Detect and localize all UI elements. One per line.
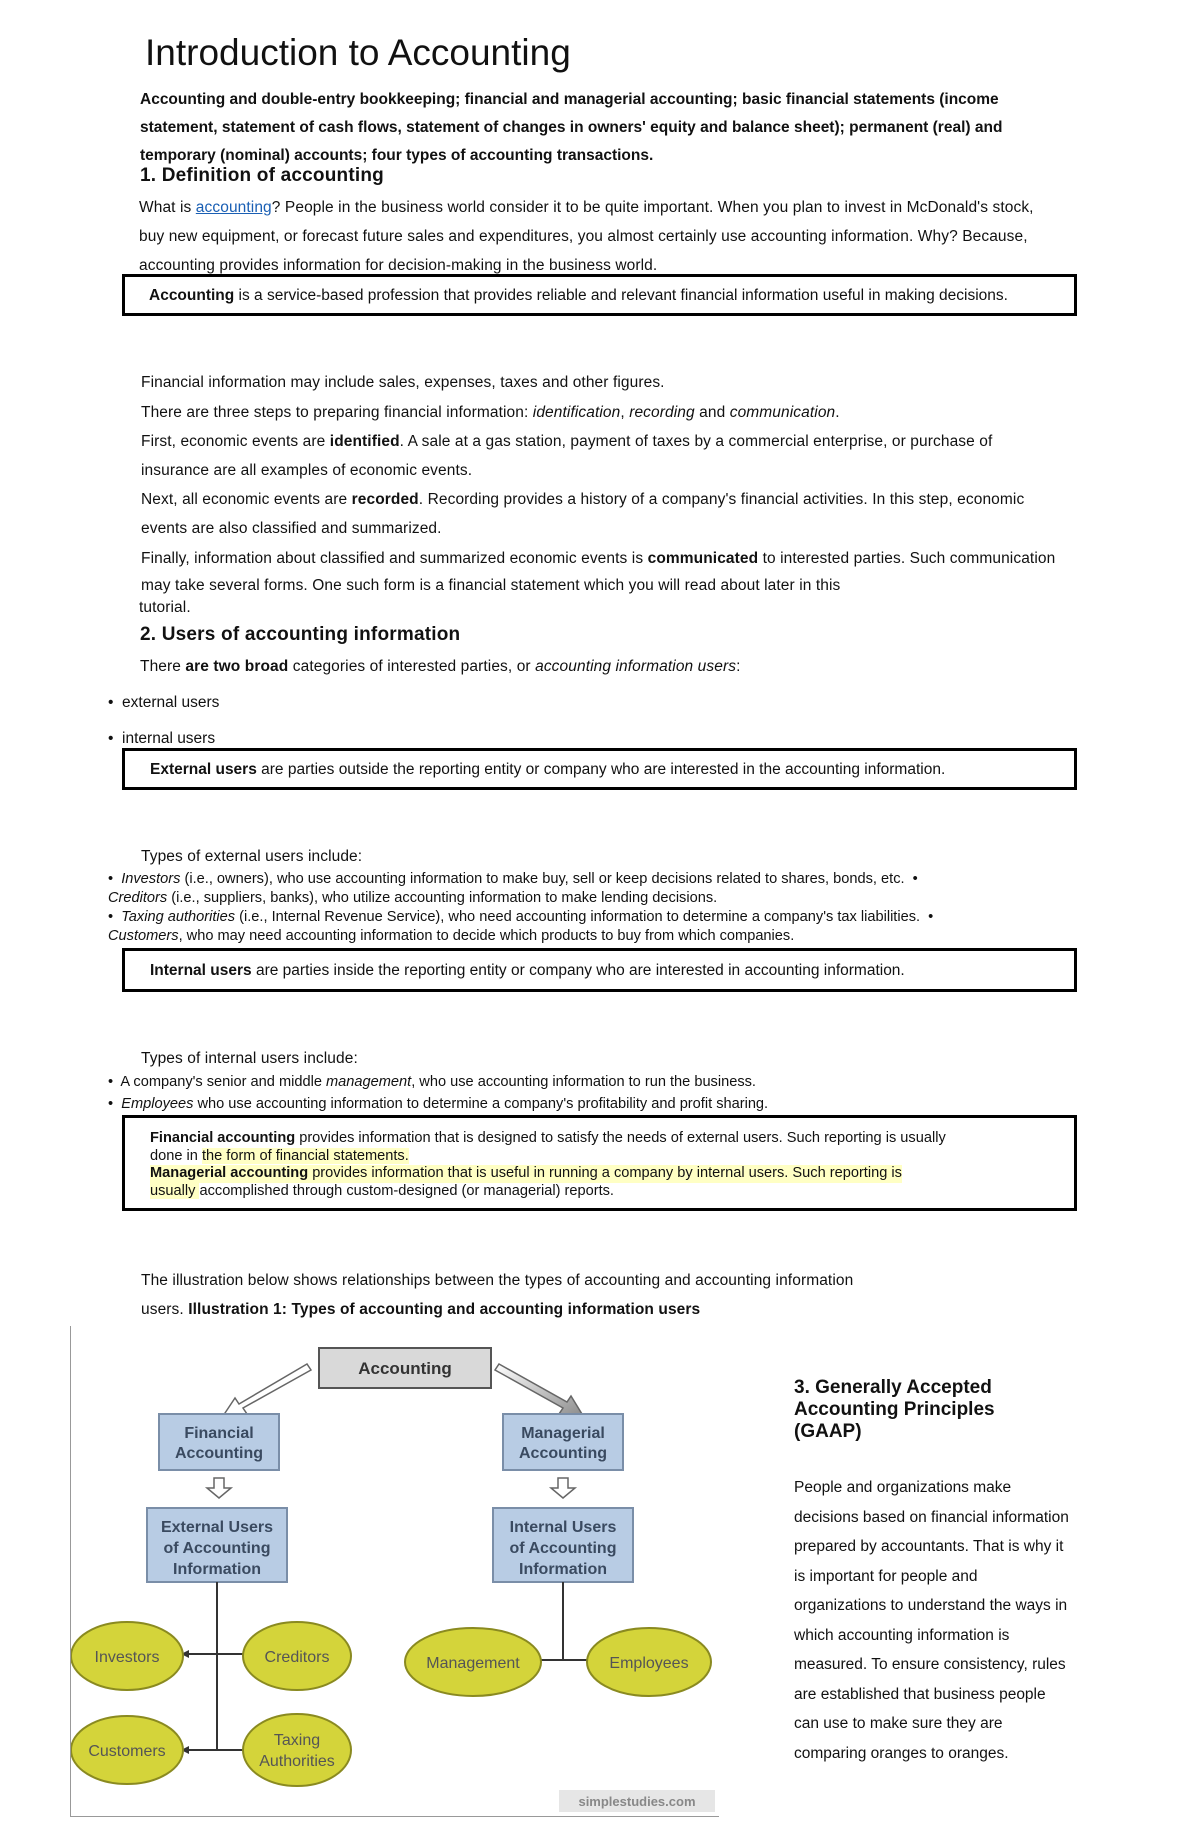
list-item: • A company's senior and middle management, who use accounting information to run the business.: [108, 1074, 756, 1090]
text: . A sale at a gas station, payment of taxes by a commercial enterprise, or purchase of insurance are all examples of economic events.: [141, 433, 993, 479]
text: and: [694, 404, 730, 421]
text: (i.e., owners), who use accounting information to make buy, sell or keep decisions related to shares, bonds, etc.: [180, 871, 905, 887]
accounting-box-label: Accounting: [358, 1359, 452, 1378]
list-item: [108, 889, 1008, 908]
text: recorded: [351, 491, 419, 508]
list-item: • Employees who use accounting information to determine a company's profitability and profit sharing.: [108, 1096, 769, 1112]
list-item: • Taxing authorities (i.e., Internal Revenue Service), who need accounting information to determine a company's tax liabilities. •: [108, 909, 934, 925]
definition-box: [122, 274, 1077, 316]
text: accomplished through custom-designed (or managerial) reports.: [199, 1182, 614, 1199]
text: are parties outside the reporting entity or company who are interested in the accounting information.: [256, 761, 946, 778]
text: internal users: [122, 730, 216, 747]
intro-summary: Accounting and double-entry bookkeeping; financial and managerial accounting; basic financial statements (income statement, statement of cash flows, statement of changes in owners' equity and balance sheet); permanent (real) and temporary (nominal) accounts; four types of accounting transactions.: [140, 91, 1003, 164]
text: Creditors: [108, 890, 168, 906]
text: who use accounting information to determine a company's profitability and profit sharing.: [193, 1096, 769, 1112]
text: Customers: [108, 928, 179, 944]
taxing-line1: Taxing: [273, 1732, 321, 1749]
taxing-line2: Authorities: [259, 1753, 335, 1770]
text: done in: [150, 1147, 202, 1164]
text: There are three steps to preparing financial information:: [141, 404, 533, 421]
section-1-heading: 1. Definition of accounting: [140, 165, 384, 186]
text: Next, all economic events are: [141, 491, 352, 508]
taxing-authorities-ellipse: [243, 1714, 351, 1786]
investors-label: Investors: [94, 1649, 160, 1666]
internal-users-box: [122, 948, 1077, 992]
section-3-heading: 3. Generally Accepted Accounting Principles (GAAP): [794, 1377, 995, 1442]
text: Employees: [121, 1096, 194, 1112]
highlight: the form of financial statements.: [201, 1147, 409, 1164]
down-arrow-icon: [207, 1478, 231, 1498]
text: identified: [329, 433, 400, 450]
step-recording: recording: [629, 404, 695, 421]
int-line2: of Accounting: [509, 1540, 617, 1557]
bullet-external-users: • external users: [108, 694, 220, 711]
external-types-list: [108, 870, 1008, 946]
financial-accounting-def: [150, 1130, 1030, 1148]
text: . Recording provides a history of a company's financial activities. In this step, economic events are also classified and summarized.: [141, 491, 1025, 537]
text: provides information that is useful in running a company by internal users. Such reporting is: [308, 1165, 902, 1181]
step-communication: communication: [729, 404, 836, 421]
arrow-to-financial-icon: [221, 1364, 311, 1419]
text: accounting information users: [535, 658, 737, 675]
text: are parties inside the reporting entity or company who are interested in accounting information.: [251, 962, 905, 979]
text: , who use accounting information to run the business.: [411, 1074, 756, 1090]
managerial-line2: Accounting: [519, 1445, 607, 1462]
managerial-accounting-tail: [150, 1183, 1030, 1201]
text: , who may need accounting information to decide which products to buy from which companies.: [178, 928, 795, 944]
text: users.: [141, 1301, 189, 1318]
customers-label: Customers: [88, 1743, 166, 1760]
diagram-svg: [71, 1326, 719, 1816]
ext-line2: of Accounting: [163, 1540, 271, 1557]
paragraph-three-steps: [141, 398, 840, 427]
employees-label: Employees: [609, 1655, 689, 1672]
watermark: simplestudies.com: [578, 1794, 696, 1809]
ext-line3: Information: [173, 1561, 261, 1578]
text: categories of interested parties, or: [288, 658, 536, 675]
def-text: is a service-based profession that provides reliable and relevant financial information useful in making decisions.: [234, 287, 1008, 304]
text: ,: [620, 404, 630, 421]
external-users-box: [122, 748, 1077, 790]
arrow-to-managerial-icon: [495, 1364, 585, 1419]
int-line1: Internal Users: [509, 1519, 617, 1536]
accounting-users-diagram: [70, 1326, 719, 1817]
text: External users: [150, 761, 257, 778]
management-label: Management: [426, 1655, 520, 1672]
text: First, economic events are: [141, 433, 330, 450]
text: :: [736, 658, 741, 675]
list-item: [108, 927, 1008, 946]
text: What is: [139, 199, 196, 216]
text: Investors: [121, 871, 181, 887]
accounting-types-box: [122, 1115, 1077, 1211]
def-term: Accounting: [149, 287, 235, 304]
financial-line1: Financial: [184, 1425, 254, 1442]
paragraph-financial-info: Financial information may include sales, expenses, taxes and other figures.: [141, 374, 665, 391]
paragraph-communicated: [141, 545, 1071, 599]
text: Illustration 1: Types of accounting and accounting information users: [188, 1301, 701, 1318]
financial-accounting-tail: [150, 1148, 1030, 1166]
text: communicated: [647, 550, 759, 567]
text: provides information that is designed to satisfy the needs of external users. Such reporting is usually: [295, 1130, 946, 1146]
internal-types-list: [108, 1071, 1008, 1115]
text: A company's senior and middle: [120, 1074, 327, 1090]
highlight: usually: [150, 1182, 200, 1199]
text: management: [326, 1074, 412, 1090]
accounting-link[interactable]: accounting: [195, 199, 272, 216]
text: Financial accounting: [150, 1130, 296, 1146]
bullet-internal-users: • internal users: [108, 730, 216, 747]
paragraph-tail: tutorial.: [139, 599, 191, 616]
text: ? People in the business world consider it to be quite important. When you plan to invest in McDonald's stock, buy new equipment, or forecast future sales and expenditures, you almost certainly use accounting information. Why? Because, accounting provides information for decision-making in the business world.: [139, 199, 1034, 274]
int-line3: Information: [519, 1561, 607, 1578]
list-item: • Investors (i.e., owners), who use accounting information to make buy, sell or keep decisions related to shares, bonds, etc. •: [108, 871, 918, 887]
step-identification: identification: [532, 404, 621, 421]
text: Taxing authorities: [121, 909, 236, 925]
text: .: [835, 404, 840, 421]
text: There: [140, 658, 186, 675]
section-3-paragraph: People and organizations make decisions based on financial information prepared by accountants. That is why it is important for people and organizations to understand the ways in which accounting information is measured. To ensure consistency, rules are established that business people can use to make sure they are comparing oranges to oranges.: [794, 1479, 1069, 1762]
financial-line2: Accounting: [175, 1445, 263, 1462]
text: are two broad: [185, 658, 289, 675]
creditors-label: Creditors: [264, 1649, 330, 1666]
page-title: Introduction to Accounting: [145, 32, 571, 73]
section-1-paragraph: [139, 193, 1039, 280]
ext-line1: External Users: [160, 1519, 274, 1536]
paragraph-identified: [141, 427, 1021, 485]
external-types-label: Types of external users include:: [141, 848, 363, 865]
down-arrow-icon: [551, 1478, 575, 1498]
illustration-intro: The illustration below shows relationships between the types of accounting and accounting information: [141, 1272, 854, 1289]
text: (i.e., Internal Revenue Service), who need accounting information to determine a company's tax liabilities.: [235, 909, 921, 925]
text: (i.e., suppliers, banks), who utilize accounting information to make lending decisions.: [167, 890, 718, 906]
paragraph-two-categories: [140, 652, 741, 681]
paragraph-recorded: [141, 485, 1041, 543]
internal-types-label: Types of internal users include:: [141, 1050, 358, 1067]
text: Managerial accounting: [150, 1165, 309, 1181]
section-2-heading: 2. Users of accounting information: [140, 624, 461, 645]
text: Finally, information about classified and summarized economic events is: [141, 550, 648, 567]
text: external users: [122, 694, 220, 711]
text: to interested parties. Such communication may take several forms. One such form is a financial statement which you will read about later in this: [141, 550, 1056, 594]
managerial-line1: Managerial: [521, 1425, 605, 1442]
text: Internal users: [150, 962, 252, 979]
illustration-caption: [141, 1295, 700, 1324]
managerial-accounting-def: [150, 1165, 902, 1183]
